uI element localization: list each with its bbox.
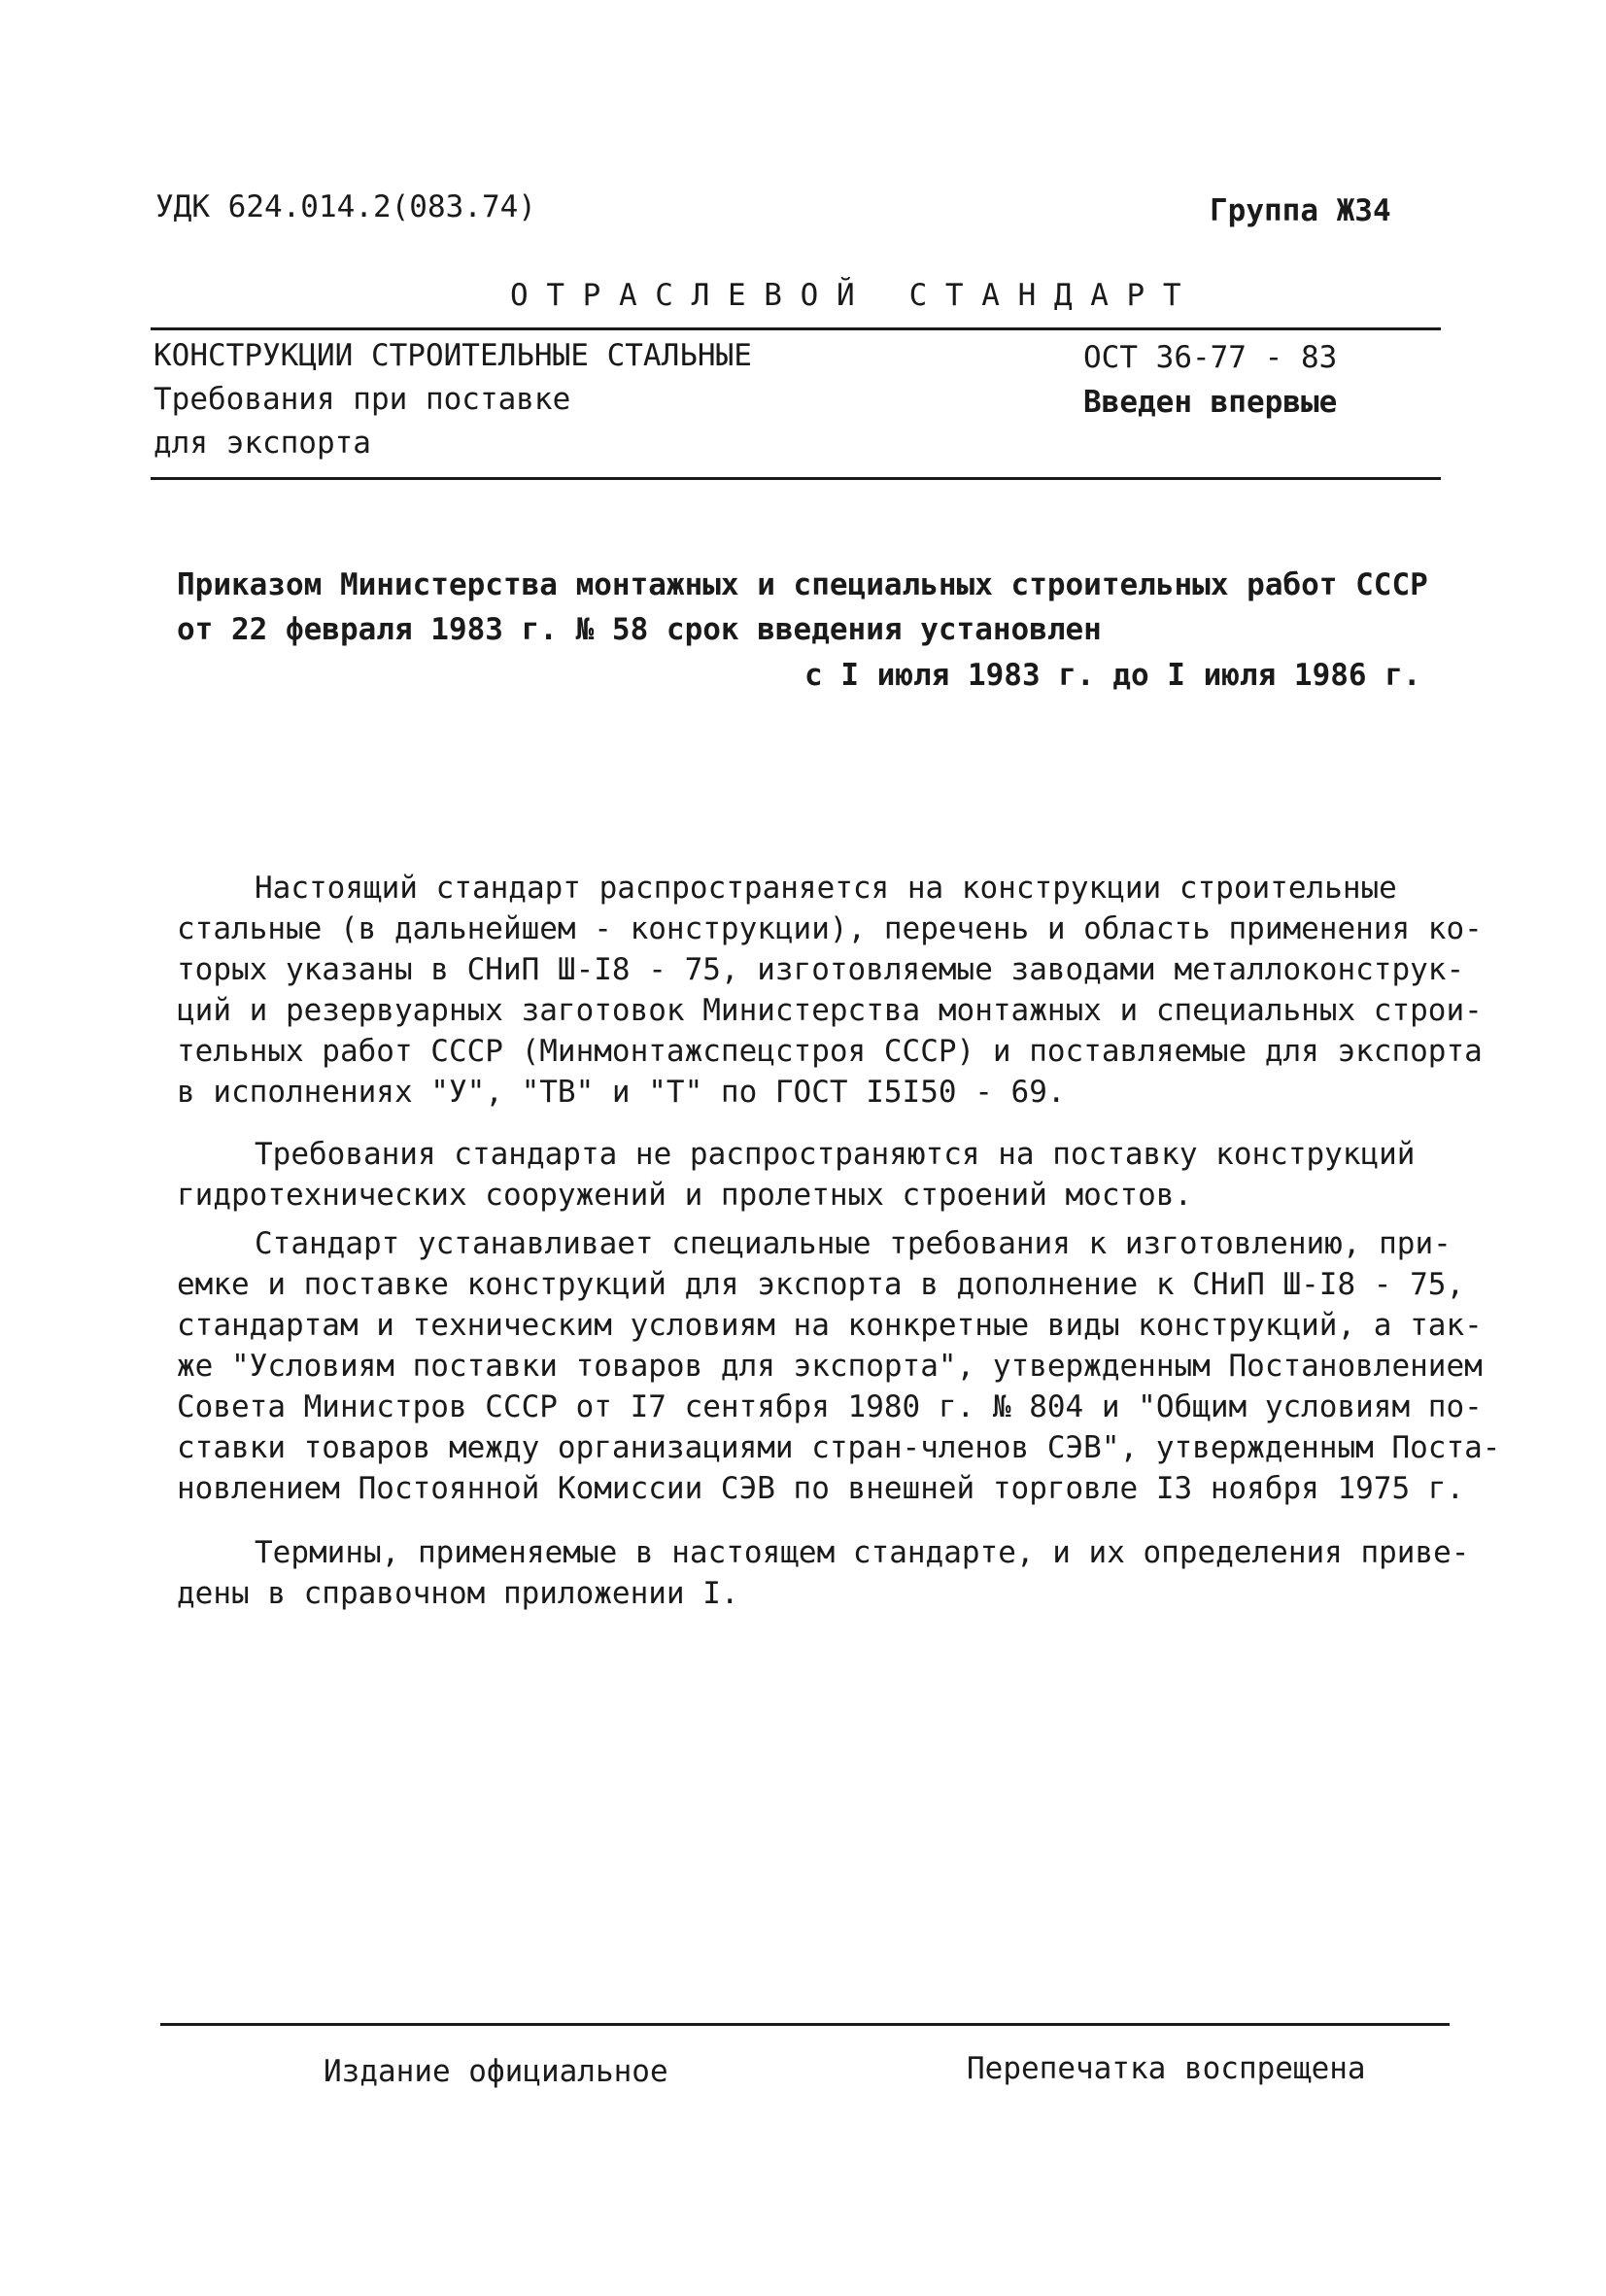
body-line: гидротехнических сооружений и пролетных строений мостов.: [177, 1178, 1193, 1213]
udk-code: УДК 624.014.2(083.74): [155, 189, 536, 224]
body-paragraph-4: [177, 1532, 1469, 1614]
footer-divider-line: [160, 2023, 1450, 2026]
body-line: Стандарт устанавливает специальные требования к изготовлению, при-: [255, 1226, 1452, 1261]
group-code: Группа Ж34: [1210, 193, 1391, 228]
standard-code: ОСТ 36-77 - 83: [1083, 340, 1338, 375]
order-line-1: Приказом Министерства монтажных и специальных строительных работ СССР: [177, 567, 1428, 602]
body-line: тельных работ СССР (Минмонтажспецстроя СССР) и поставляемые для экспорта: [177, 1034, 1483, 1069]
order-line-2: от 22 февраля 1983 г. № 58 срок введения установлен: [177, 612, 1102, 647]
order-dates: с I июля 1983 г. до I июля 1986 г.: [804, 658, 1421, 693]
introduced-note: Введен впервые: [1083, 385, 1338, 420]
footer-official-edition: Издание официальное: [324, 2054, 668, 2089]
top-divider-line: [151, 327, 1441, 330]
body-line: Термины, применяемые в настоящем стандарте, и их определения приве-: [255, 1535, 1470, 1570]
body-line: емке и поставке конструкций для экспорта в дополнение к СНиП Ш-I8 - 75,: [177, 1267, 1465, 1302]
body-line: Требования стандарта не распространяются на поставку конструкций: [255, 1137, 1416, 1172]
body-line: Настоящий стандарт распространяется на конструкции строительные: [255, 871, 1397, 906]
standard-title-line-2: Требования при поставке: [154, 382, 571, 417]
standard-title-line-1: КОНСТРУКЦИИ СТРОИТЕЛЬНЫЕ СТАЛЬНЫЕ: [154, 338, 752, 373]
body-paragraph-2: [177, 1134, 1415, 1216]
body-line: же "Условиям поставки товаров для экспорта", утвержденным Постановлением: [177, 1349, 1483, 1384]
body-line: стальные (в дальнейшем - конструкции), перечень и область применения ко-: [177, 911, 1483, 946]
body-line: Совета Министров СССР от I7 сентября 1980 г. № 804 и "Общим условиям по-: [177, 1389, 1483, 1424]
body-paragraph-3: [177, 1223, 1500, 1509]
body-line: новлением Постоянной Комиссии СЭВ по внешней торговле I3 ноября 1975 г.: [177, 1471, 1465, 1506]
standard-title-line-3: для экспорта: [154, 426, 371, 461]
body-line: стандартам и техническим условиям на конкретные виды конструкций, а так-: [177, 1308, 1483, 1343]
body-line: дены в справочном приложении I.: [177, 1576, 739, 1611]
body-line: в исполнениях "У", "ТВ" и "Т" по ГОСТ I5I50 - 69.: [177, 1075, 1066, 1110]
body-line: ставки товаров между организациями стран-членов СЭВ", утвержденным Поста-: [177, 1430, 1501, 1465]
bottom-divider-line: [151, 477, 1441, 480]
body-line: ций и резервуарных заготовок Министерства монтажных и специальных строи-: [177, 993, 1483, 1028]
body-line: торых указаны в СНиП Ш-I8 - 75, изготовляемые заводами металлоконструк-: [177, 952, 1465, 987]
footer-reprint-prohibited: Перепечатка воспрещена: [967, 2051, 1366, 2086]
document-type-title: О Т Р А С Л Е В О Й С Т А Н Д А Р Т: [510, 278, 1181, 313]
body-paragraph-1: [177, 868, 1483, 1113]
